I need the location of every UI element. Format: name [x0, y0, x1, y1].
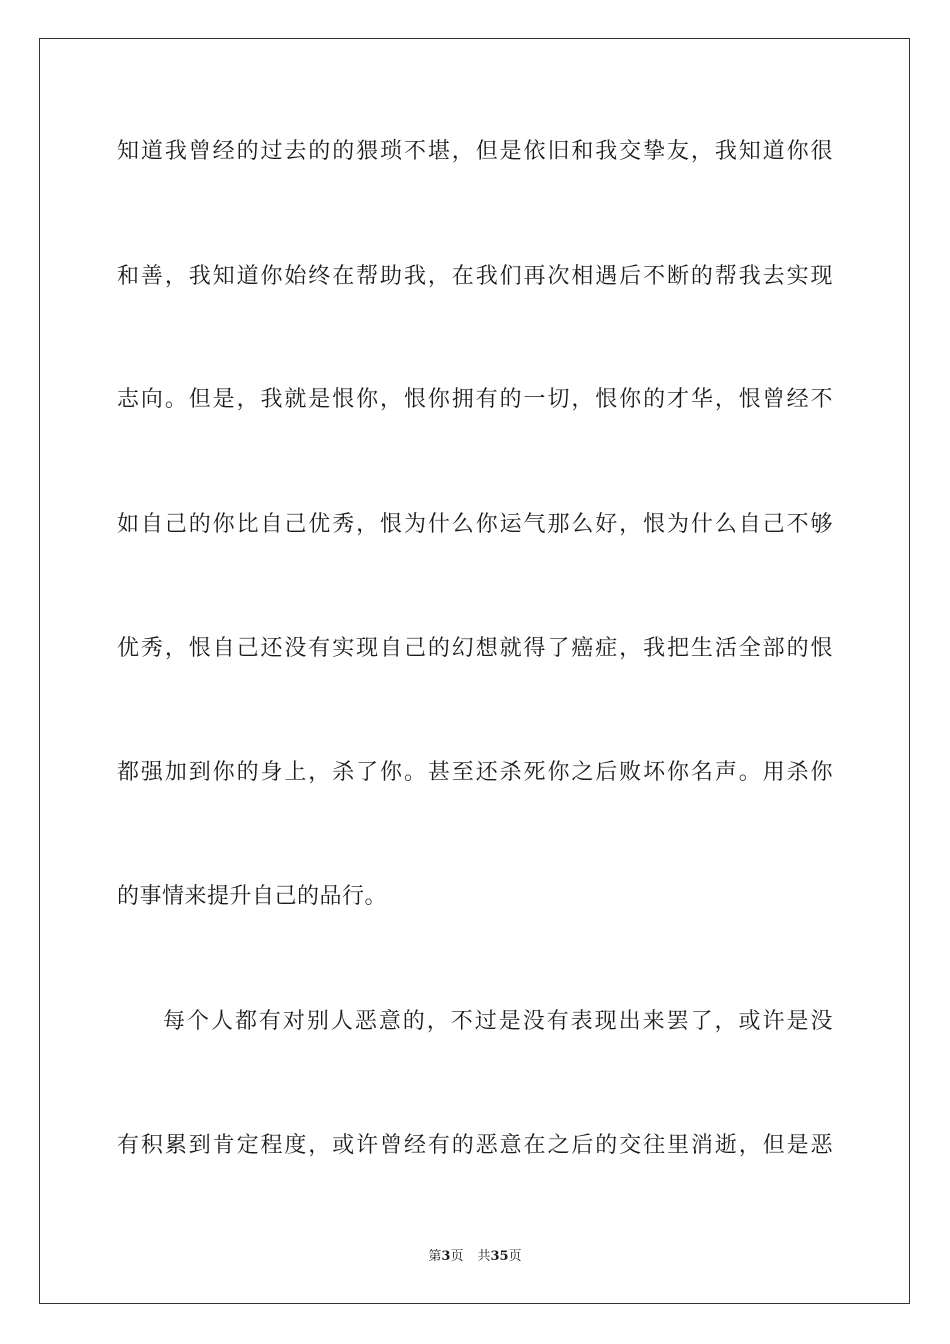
page-suffix: 页: [450, 1249, 464, 1264]
text-line-3: 志向。但是，我就是恨你，恨你拥有的一切，恨你的才华，恨曾经不: [117, 387, 833, 412]
total-suffix: 页: [508, 1249, 522, 1264]
text-line-9: 有积累到肯定程度，或许曾经有的恶意在之后的交往里消逝，但是恶: [117, 1133, 833, 1158]
text-line-1: 知道我曾经的过去的的猥琐不堪，但是依旧和我交挚友，我知道你很: [117, 139, 833, 164]
text-line-6: 都强加到你的身上，杀了你。甚至还杀死你之后败坏你名声。用杀你: [117, 760, 833, 785]
paragraph-start-line: 每个人都有对别人恶意的，不过是没有表现出来罢了，或许是没: [163, 1009, 833, 1034]
total-page-count: 35: [490, 1249, 509, 1264]
text-line-4: 如自己的你比自己优秀，恨为什么你运气那么好，恨为什么自己不够: [117, 512, 833, 537]
total-prefix: 共: [477, 1249, 491, 1264]
page-prefix: 第: [428, 1249, 442, 1264]
current-page-number: 3: [441, 1249, 451, 1264]
text-line-5: 优秀，恨自己还没有实现自己的幻想就得了癌症，我把生活全部的恨: [117, 636, 833, 661]
text-line-7: 的事情来提升自己的品行。: [117, 884, 388, 909]
page-footer: [0, 1248, 950, 1266]
page-frame: [39, 38, 910, 1304]
text-line-2: 和善，我知道你始终在帮助我，在我们再次相遇后不断的帮我去实现: [117, 264, 833, 289]
